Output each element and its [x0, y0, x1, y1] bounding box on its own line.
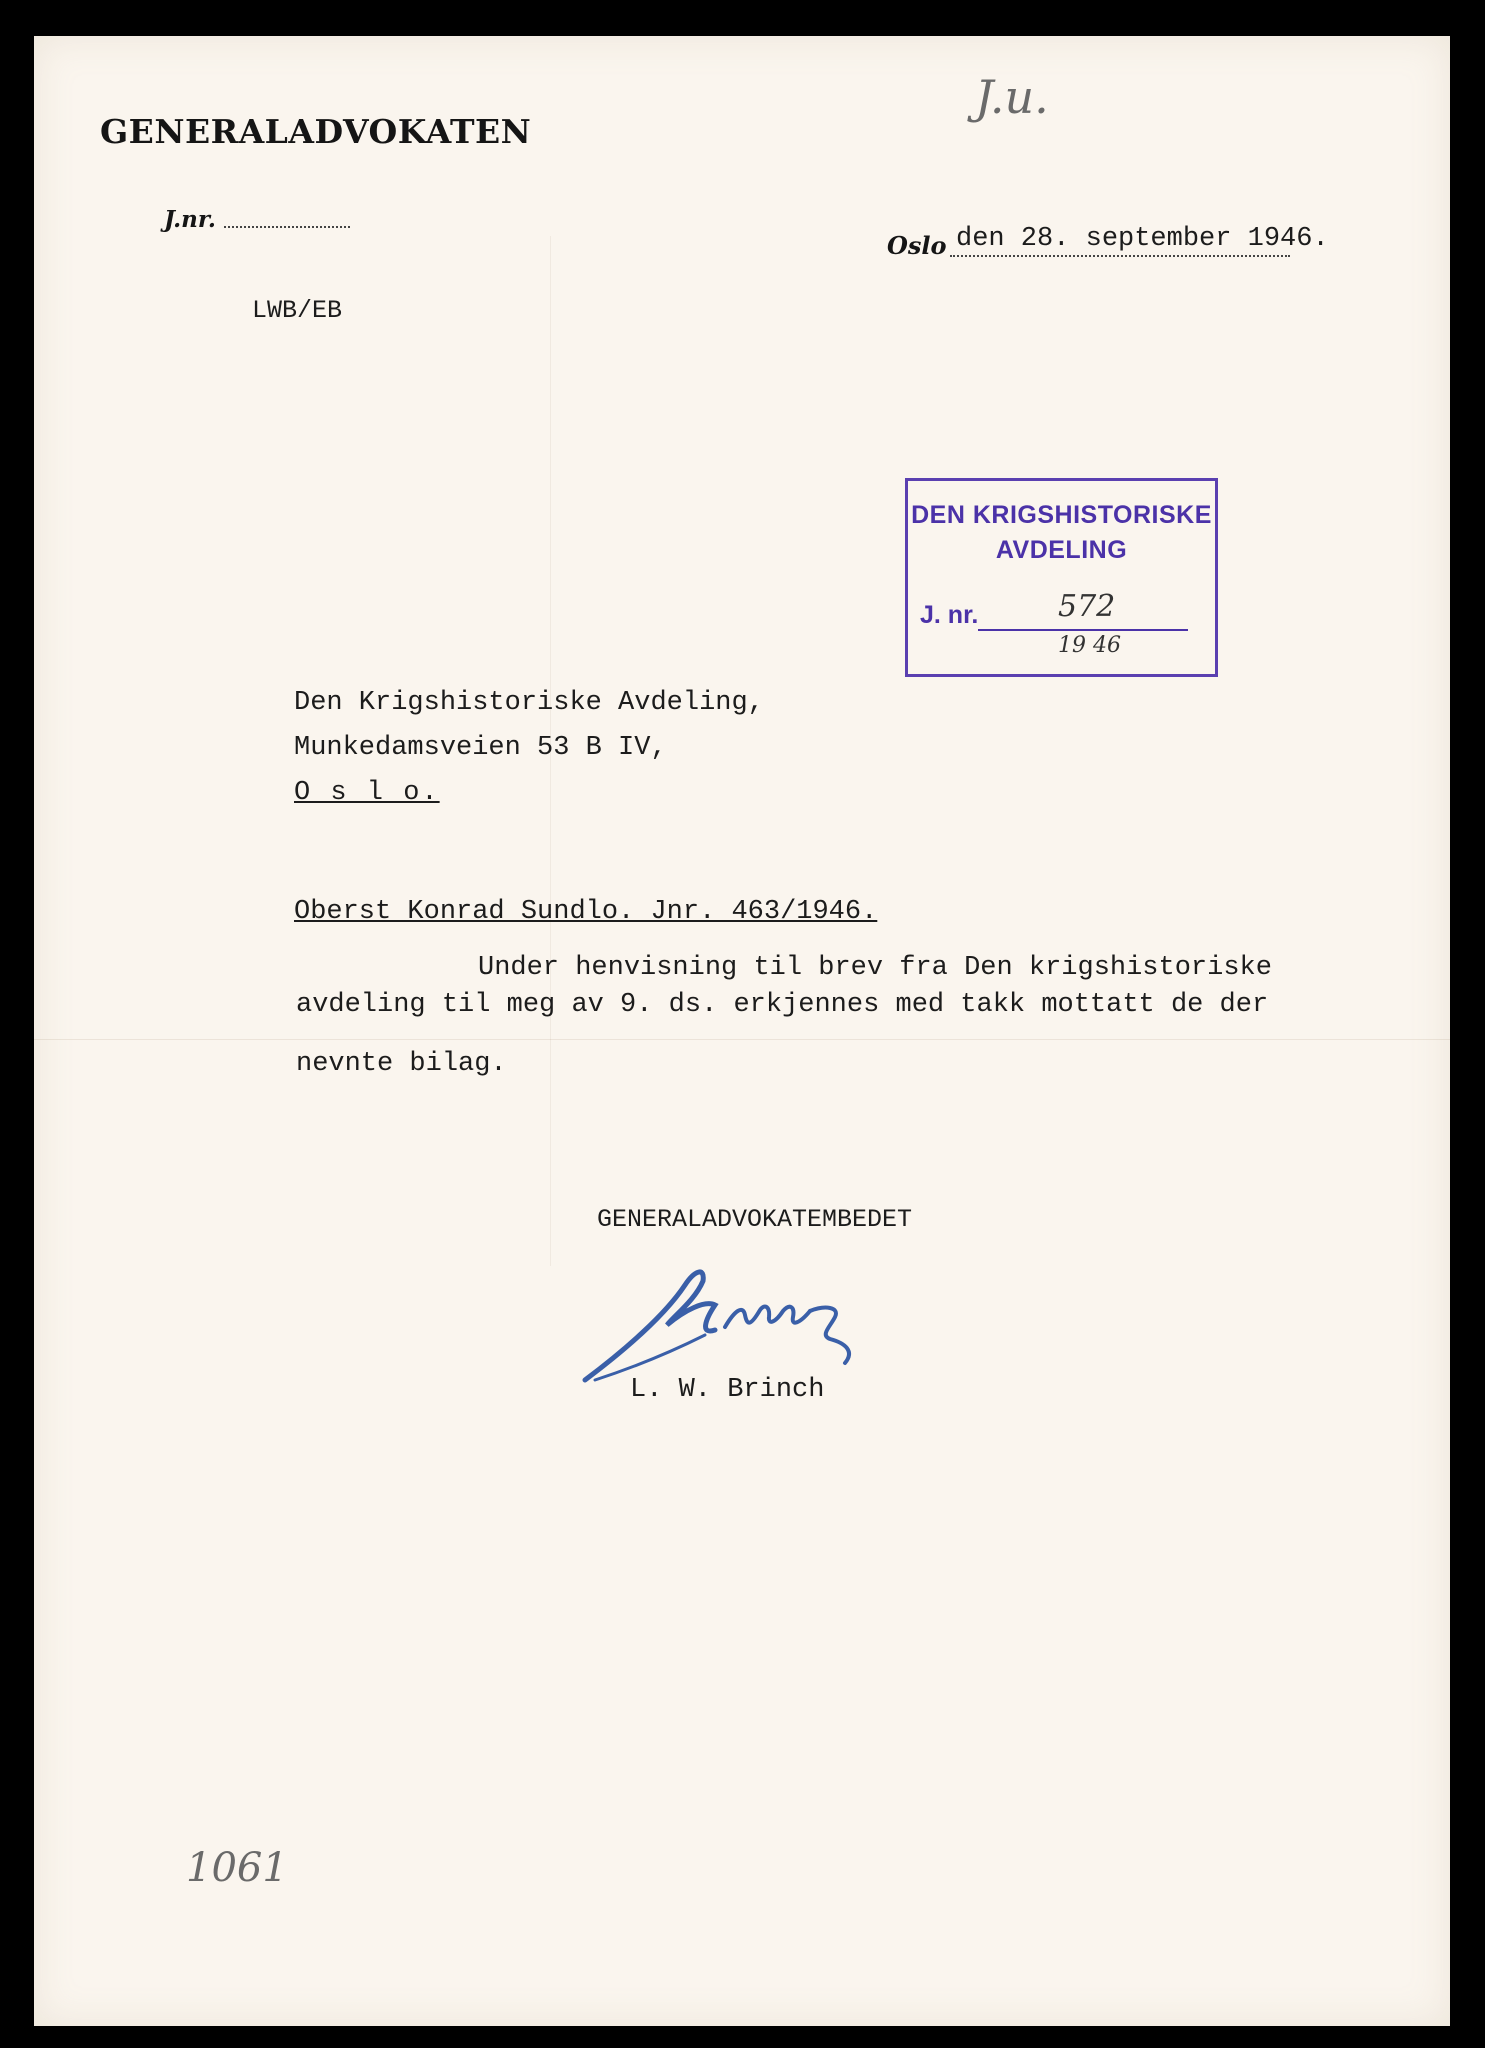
stamp-line-2: AVDELING — [995, 536, 1128, 564]
margin-note: J.u. — [975, 70, 1049, 124]
body-line-1: Under henvisning til brev fra Den krigshistoriske — [478, 953, 1272, 983]
stamp-journal-label: J. nr. — [920, 601, 979, 629]
stamp-year: 19 46 — [1058, 633, 1121, 658]
journal-dotted-line — [224, 226, 350, 228]
letter-date: den 28. september 1946. — [956, 224, 1329, 254]
letterhead: GENERALADVOKATEN — [100, 112, 532, 151]
body-line-3: nevnte bilag. — [296, 1049, 507, 1079]
handwritten-signature — [555, 1255, 925, 1395]
recipient-line-2: Munkedamsveien 53 B IV, — [294, 733, 667, 763]
signer-name: L. W. Brinch — [630, 1375, 825, 1405]
recipient-line-1: Den Krigshistoriske Avdeling, — [294, 688, 764, 718]
page-number: 1061 — [186, 1845, 288, 1891]
subject-line: Oberst Konrad Sundlo. Jnr. 463/1946. — [294, 897, 878, 927]
reference-code: LWB/EB — [252, 296, 343, 325]
stamp-journal-line — [978, 629, 1188, 631]
letter-page — [34, 36, 1450, 2026]
recipient-city: O s l o. — [294, 778, 440, 808]
archive-stamp — [905, 478, 1218, 677]
stamp-line-1: DEN KRIGSHISTORISKE — [911, 501, 1212, 529]
fold-line-horizontal — [34, 1039, 1450, 1040]
stamp-journal-number: 572 — [1058, 589, 1116, 624]
body-line-2: avdeling til meg av 9. ds. erkjennes med takk mottatt de der — [296, 990, 1269, 1020]
place-label: Oslo — [887, 231, 947, 260]
office-name: GENERALADVOKATEMBEDET — [597, 1205, 913, 1234]
journal-label: J.nr. — [164, 206, 216, 233]
date-dotted-line — [950, 255, 1290, 257]
